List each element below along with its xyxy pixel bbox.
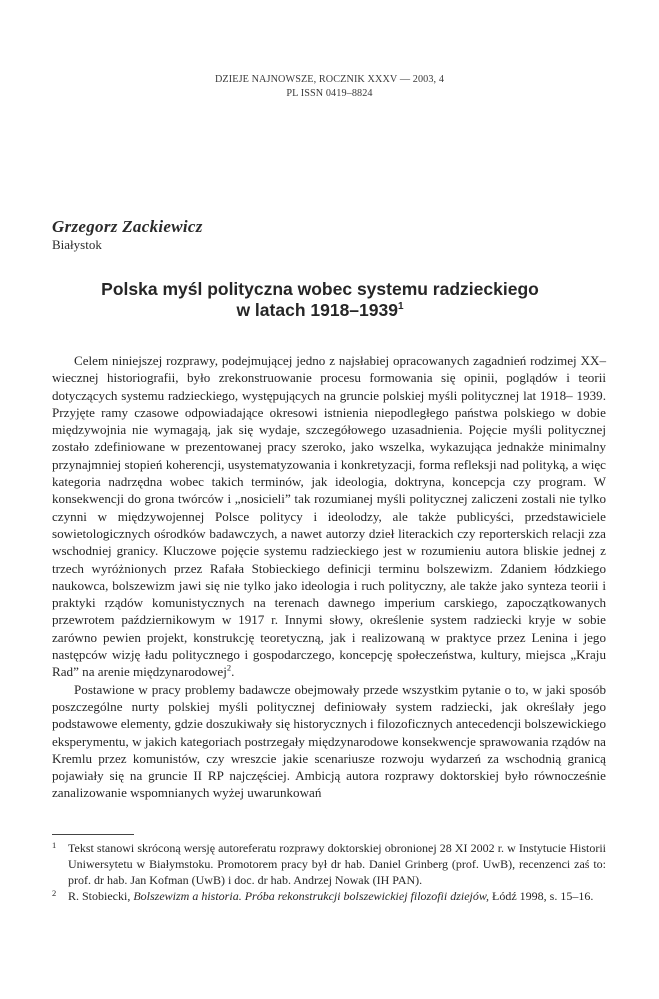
footnote-1-text: Tekst stanowi skróconą wersję autoreferatu rozprawy doktorskiej obronionej 28 XI 2002 r. w Instytucie Historii Uniwersytetu w Białymstoku. Promotorem pracy był dr hab. Daniel Grinberg (prof. UwB), recenzenci zaś to: prof. dr hab. Jan Kofman (UwB) i doc. dr hab. Andrzej Nowak (IH PAN). — [68, 841, 606, 887]
body-paragraph-1: Celem niniejszej rozprawy, podejmującej jedno z najsłabiej opracowanych zagadnień rodzimej XX–wiecznej historiografii, było zrekonstruowanie procesu formowania się opinii, poglądów i teorii dotyczących systemu radzieckiego, występujących na gruncie polskiej myśli politycznej lat 1918– 1939. Przyjęte ramy czasowe odpowiadające okresowi istnienia niepodległego państwa polskiego w dobie międzywojnia nie wymagają, jak się wydaje, szczegółowego uzasadnienia. Pojęcie myśli politycznej zostało zdefiniowane w prezentowanej pracy szeroko, jako wszelka, wykazująca jednakże minimalny przynajmniej stopień koherencji, usystematyzowania i konkretyzacji, forma refleksji nad polityką, a więc kategoria nadrzędna wobec takich terminów, jak ideologia, doktryna, koncepcja czy program. W konsekwencji do grona twórców i „nosicieli” tak rozumianej myśli politycznej zaliczeni zostali nie tylko czynni w międzywojennej Polsce politycy i ideolodzy, ale także publicyści, przedstawiciele sowietologicznych ośrodków badawczych, a nawet autorzy dzieł literackich czy reporterskich relacji zza wschodniej granicy. Kluczowe pojęcie systemu radzieckiego jest w rozumieniu autora bliskie jednej z trzech wyróżnionych przez Rafała Stobieckiego definicji terminu bolszewizm. Zdaniem łódzkiego naukowca, bolszewizm jawi się nie tylko jako ideologia i ruch polityczny, ale także jako synteza teorii i praktyki rządów komunistycznych na terenach dawnego imperium carskiego, zapoczątkowanych przewrotem październikowym w 1917 r. Innymi słowy, określenie system radziecki kryje w sobie zarówno pewien projekt, konstrukcję teoretyczną, jak i realizowaną w praktyce przez Lenina i jego następców wizję ładu politycznego i gospodarczego, koncepcję społeczeństwa, kultury, miejsca „Kraju Rad” na arenie międzynarodowej$^2$. — [52, 353, 606, 680]
body-paragraph-2-text: Postawione w pracy problemy badawcze obejmowały przede wszystkim pytanie o to, w jaki sposób poszczególne nurty polskiej myśli politycznej definiowały system radziecki, jak określały jego podstawowe elementy, gdzie doszukiwały się historycznych i filozoficznych antecedencji bolszewickiego eksperymentu, w jakich kategoriach postrzegały międzynarodowe konsekwencje sprawowania rządów na Kremlu przez komunistów, czy wreszcie jakie scenariusze rozwoju wydarzeń za wschodnią granicą pojawiały się na gruncie II RP najczęściej. Ambicją autora rozprawy doktorskiej było równocześnie zanalizowanie wspomnianych wyżej uwarunkowań — [52, 681, 606, 801]
article-title — [60, 279, 580, 321]
footnote-2-title: Bolszewizm a historia. Próba rekonstrukcji bolszewickiej filozofii dziejów, — [133, 889, 489, 903]
title-line-2-text: w latach 1918–1939 — [236, 300, 398, 320]
body-paragraph-1-text: Celem niniejszej rozprawy, podejmującej jedno z najsłabiej opracowanych zagadnień rodzimej XX–wiecznej historiografii, było zrekonstruowanie procesu formowania się opinii, poglądów i teorii dotyczących systemu radzieckiego, występujących na gruncie polskiej myśli politycznej lat 1918– 1939. Przyjęte ramy czasowe odpowiadające okresowi istnienia niepodległego państwa polskiego w dobie międzywojnia nie wymagają, jak się wydaje, szczegółowego uzasadnienia. Pojęcie myśli politycznej zostało zdefiniowane w prezentowanej pracy szeroko, jako wszelka, wykazująca jednakże minimalny przynajmniej stopień koherencji, usystematyzowania i konkretyzacji, forma refleksji nad polityką, a więc kategoria nadrzędna wobec takich terminów, jak ideologia, doktryna, koncepcja czy program. W konsekwencji do grona twórców i „nosicieli” tak rozumianej myśli politycznej zaliczeni zostali nie tylko czynni w międzywojennej Polsce politycy i ideolodzy, ale także publicyści, przedstawiciele sowietologicznych ośrodków badawczych, a nawet autorzy dzieł literackich czy reporterskich relacji zza wschodniej granicy. Kluczowe pojęcie systemu radzieckiego jest w rozumieniu autora bliskie jednej z trzech wyróżnionych przez Rafała Stobieckiego definicji terminu bolszewizm. Zdaniem łódzkiego naukowca, bolszewizm jawi się nie tylko jako ideologia i ruch polityczny, ale także jako synteza teorii i praktyki rządów komunistycznych na terenach dawnego imperium carskiego, zapoczątkowanych przewrotem październikowym w 1917 r. Innymi słowy, określenie system radziecki kryje w sobie zarówno pewien projekt, konstrukcję teoretyczną, jak i realizowaną w praktyce przez Lenina i jego następców wizję ładu politycznego i gospodarczego, koncepcję społeczeństwa, kultury, miejsca „Kraju Rad” na arenie międzynarodowej — [52, 353, 606, 680]
journal-name-line: DZIEJE NAJNOWSZE, ROCZNIK XXXV — 2003, 4 — [214, 74, 445, 85]
footnote-2-author: R. Stobiecki, — [68, 889, 131, 903]
author-affiliation: Białystok — [52, 237, 102, 252]
footnotes — [52, 840, 606, 904]
footnote-1-number: 1 — [52, 840, 57, 850]
author-name: Grzegorz Zackiewicz — [52, 217, 203, 236]
article-body — [52, 352, 606, 802]
title-footnote-ref[interactable]: 1 — [397, 301, 404, 313]
footnote-2-number: 2 — [52, 888, 57, 898]
issn-line: PL ISSN 0419–8824 — [286, 88, 373, 99]
title-line-1: Polska myśl polityczna wobec systemu radzieckiego — [101, 279, 539, 299]
journal-header — [0, 73, 659, 101]
footnote-2-publication: Łódź 1998, s. 15–16. — [492, 889, 594, 903]
footnote-2 — [52, 888, 606, 904]
footnote-ref-2[interactable]: 2 — [226, 662, 232, 673]
body-paragraph-2 — [52, 681, 606, 802]
title-line-2 — [60, 300, 580, 321]
footnote-1 — [52, 840, 606, 888]
author-block — [52, 216, 203, 253]
footnote-divider — [52, 834, 134, 835]
